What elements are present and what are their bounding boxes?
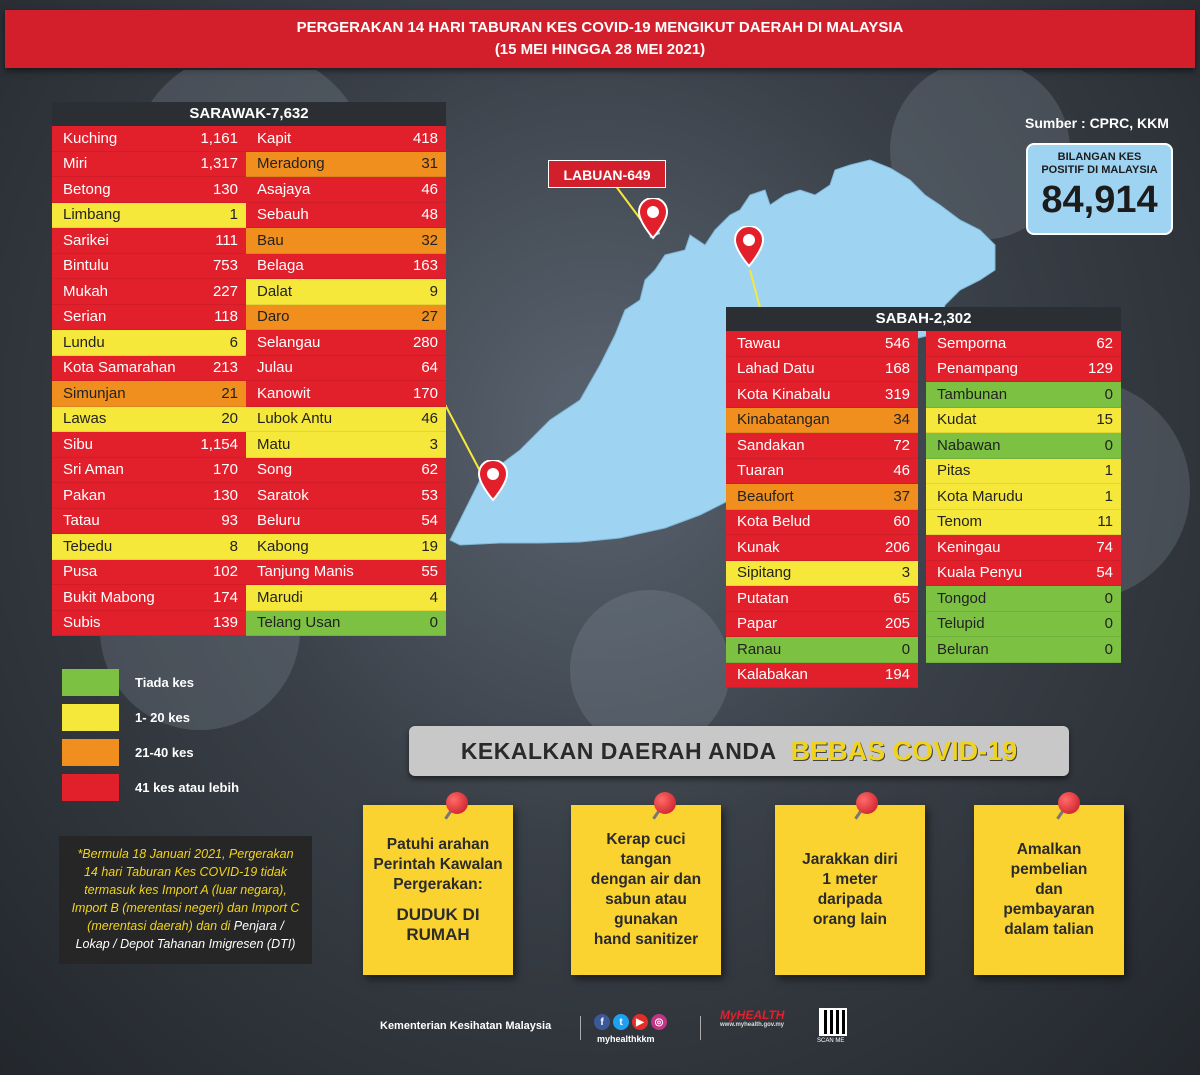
- district-name: Lundu: [63, 333, 105, 351]
- district-case-count: 206: [885, 538, 911, 556]
- district-name: Serian: [63, 308, 107, 326]
- sabah-right-column: [926, 331, 1121, 688]
- district-row: [926, 484, 1121, 510]
- slogan-banner: [409, 726, 1069, 776]
- district-case-count: 0: [1104, 615, 1113, 633]
- district-row: [926, 459, 1121, 485]
- legend-item-none: [62, 665, 239, 700]
- district-case-count: 20: [221, 410, 238, 428]
- district-row: [246, 279, 446, 305]
- district-row: [246, 203, 446, 229]
- sticky-line: dengan air dan: [590, 871, 702, 888]
- district-row: [246, 432, 446, 458]
- title-line-1: PERGERAKAN 14 HARI TABURAN KES COVID-19 MENGIKUT DAERAH DI MALAYSIA: [296, 19, 904, 36]
- legend-swatch-yellow: [62, 704, 119, 731]
- social-handle: myhealthkkm: [597, 1034, 655, 1044]
- district-case-count: 55: [421, 563, 438, 581]
- legend-swatch-red: [62, 774, 119, 801]
- labuan-map-pin-icon: [638, 198, 668, 240]
- district-name: Meradong: [257, 155, 325, 173]
- district-case-count: 227: [212, 282, 238, 300]
- sticky-line: sabun atau: [605, 891, 687, 908]
- district-row: [926, 561, 1121, 587]
- sabah-left-column: [726, 331, 918, 688]
- district-row: [926, 510, 1121, 536]
- district-row: [52, 279, 246, 305]
- sticky-line: gunakan: [614, 911, 678, 928]
- sticky-line: orang lain: [812, 911, 888, 928]
- district-name: Belaga: [257, 257, 304, 275]
- district-case-count: 32: [421, 231, 438, 249]
- legend-label: 41 kes atau lebih: [135, 780, 240, 795]
- sarawak-map-pin-icon: [478, 460, 508, 502]
- district-name: Kalabakan: [737, 666, 808, 684]
- district-row: [52, 254, 246, 280]
- district-case-count: 74: [1096, 538, 1113, 556]
- sticky-line: daripada: [817, 891, 883, 908]
- district-case-count: 1: [1104, 462, 1113, 480]
- district-case-count: 194: [885, 666, 911, 684]
- district-row: [246, 305, 446, 331]
- sticky-line: Kerap cuci: [606, 831, 686, 848]
- district-case-count: 0: [429, 614, 438, 632]
- district-name: Lubok Antu: [257, 410, 333, 428]
- total-cases-box: [1026, 143, 1173, 235]
- district-name: Daro: [257, 308, 290, 326]
- sticky-note-distance: [775, 805, 925, 975]
- district-name: Keningau: [937, 538, 1001, 556]
- district-case-count: 72: [893, 436, 911, 454]
- district-name: Kuching: [63, 129, 118, 147]
- district-name: Tebedu: [63, 537, 113, 555]
- district-name: Kota Samarahan: [63, 359, 176, 377]
- district-row: [246, 483, 446, 509]
- ministry-name: Kementerian Kesihatan Malaysia: [380, 1020, 552, 1032]
- district-row: [52, 203, 246, 229]
- district-case-count: 280: [412, 333, 438, 351]
- district-case-count: 163: [412, 257, 438, 275]
- instagram-icon[interactable]: ◎: [651, 1014, 667, 1030]
- district-name: Telang Usan: [257, 614, 341, 632]
- district-name: Subis: [63, 614, 101, 632]
- district-name: Limbang: [63, 206, 121, 224]
- district-name: Tawau: [737, 334, 781, 352]
- district-row: [52, 177, 246, 203]
- district-row: [52, 458, 246, 484]
- district-row: [926, 331, 1121, 357]
- district-row: [726, 459, 918, 485]
- sticky-line: Pergerakan:: [393, 876, 483, 893]
- district-case-count: 62: [421, 461, 438, 479]
- sabah-table-header: SABAH-2,302: [726, 307, 1121, 331]
- district-name: Nabawan: [937, 436, 1001, 454]
- district-row: [246, 534, 446, 560]
- district-row: [246, 611, 446, 637]
- district-case-count: 65: [893, 589, 911, 607]
- district-name: Beluran: [937, 640, 989, 658]
- district-case-count: 139: [212, 614, 238, 632]
- district-name: Sipitang: [737, 564, 792, 582]
- facebook-icon[interactable]: f: [594, 1014, 610, 1030]
- sticky-line: hand sanitizer: [593, 931, 699, 948]
- district-case-count: 48: [421, 206, 438, 224]
- disclaimer-note: [59, 836, 312, 964]
- sticky-note-stay-home: [363, 805, 513, 975]
- district-name: Song: [257, 461, 293, 479]
- pushpin-icon: [856, 792, 878, 814]
- district-case-count: 9: [429, 282, 438, 300]
- district-name: Papar: [737, 615, 778, 633]
- district-case-count: 46: [421, 180, 438, 198]
- district-row: [52, 305, 246, 331]
- district-name: Julau: [257, 359, 293, 377]
- district-case-count: 21: [221, 384, 238, 402]
- district-row: [726, 433, 918, 459]
- district-case-count: 205: [885, 615, 911, 633]
- note-text-part-1: *Bermula 18 Januari 2021, Pergerakan 14 hari Taburan Kes COVID-19 tidak termasuk kes Import A (luar negara), Import B (merentasi negeri) dan Import C (merentasi daerah) dan di: [71, 847, 300, 933]
- color-legend: [62, 665, 239, 805]
- qr-label: SCAN ME: [817, 1038, 845, 1044]
- sticky-line: DUDUK DI: [396, 905, 480, 924]
- sticky-line: 1 meter: [822, 871, 878, 888]
- district-case-count: 753: [212, 257, 238, 275]
- district-row: [726, 484, 918, 510]
- total-label-line-1: BILANGAN KES: [1057, 151, 1142, 163]
- district-case-count: 3: [429, 435, 438, 453]
- district-case-count: 130: [212, 486, 238, 504]
- district-case-count: 168: [885, 360, 911, 378]
- district-case-count: 27: [421, 308, 438, 326]
- district-name: Lawas: [63, 410, 107, 428]
- sticky-line: dalam talian: [1004, 921, 1094, 938]
- sticky-line: Patuhi arahan: [386, 836, 490, 853]
- district-name: Tongod: [937, 589, 987, 607]
- sticky-line: RUMAH: [406, 925, 470, 944]
- pushpin-icon: [654, 792, 676, 814]
- district-name: Kudat: [937, 411, 977, 429]
- twitter-icon[interactable]: t: [613, 1014, 629, 1030]
- district-case-count: 1: [229, 206, 238, 224]
- district-case-count: 6: [229, 333, 238, 351]
- labuan-label: LABUAN-649: [548, 160, 666, 188]
- district-name: Asajaya: [257, 180, 311, 198]
- district-name: Kinabatangan: [737, 411, 830, 429]
- district-name: Beluru: [257, 512, 301, 530]
- district-case-count: 0: [1104, 436, 1113, 454]
- sarawak-left-column: [52, 126, 246, 636]
- social-icons: [594, 1014, 667, 1030]
- district-name: Bintulu: [63, 257, 109, 275]
- district-name: Tambunan: [937, 385, 1008, 403]
- district-row: [246, 177, 446, 203]
- district-row: [52, 483, 246, 509]
- sticky-line: dan: [1035, 881, 1063, 898]
- district-row: [52, 534, 246, 560]
- sticky-line: Amalkan: [1016, 841, 1082, 858]
- district-case-count: 54: [421, 512, 438, 530]
- district-case-count: 174: [212, 588, 238, 606]
- district-name: Tanjung Manis: [257, 563, 354, 581]
- district-case-count: 8: [229, 537, 238, 555]
- district-case-count: 4: [429, 588, 438, 606]
- district-row: [246, 152, 446, 178]
- district-name: Tuaran: [737, 462, 784, 480]
- district-row: [246, 228, 446, 254]
- district-name: Tenom: [937, 513, 983, 531]
- district-case-count: 546: [885, 334, 911, 352]
- district-name: Miri: [63, 155, 88, 173]
- sticky-line: Perintah Kawalan: [373, 856, 503, 873]
- district-row: [246, 330, 446, 356]
- district-name: Sarikei: [63, 231, 109, 249]
- district-name: Mukah: [63, 282, 109, 300]
- district-row: [52, 381, 246, 407]
- district-row: [726, 637, 918, 663]
- district-row: [926, 612, 1121, 638]
- district-name: Pakan: [63, 486, 106, 504]
- sabah-table: [726, 307, 1121, 688]
- district-row: [52, 407, 246, 433]
- district-name: Dalat: [257, 282, 293, 300]
- district-row: [926, 433, 1121, 459]
- district-row: [726, 510, 918, 536]
- district-name: Bukit Mabong: [63, 588, 155, 606]
- district-row: [726, 408, 918, 434]
- district-name: Penampang: [937, 360, 1018, 378]
- sabah-map-pin-icon: [734, 226, 764, 268]
- district-name: Pusa: [63, 563, 98, 581]
- district-name: Marudi: [257, 588, 303, 606]
- sticky-note-wash-hands: [571, 805, 721, 975]
- district-name: Kunak: [737, 538, 780, 556]
- footer-divider: [700, 1016, 701, 1040]
- district-case-count: 111: [215, 231, 238, 249]
- district-case-count: 3: [901, 564, 911, 582]
- district-case-count: 213: [212, 359, 238, 377]
- district-row: [52, 432, 246, 458]
- district-case-count: 46: [893, 462, 911, 480]
- district-row: [52, 611, 246, 637]
- district-case-count: 15: [1096, 411, 1113, 429]
- district-name: Betong: [63, 180, 111, 198]
- district-name: Simunjan: [63, 384, 126, 402]
- myhealth-brand: MyHEALTH: [720, 1008, 785, 1022]
- district-row: [726, 331, 918, 357]
- sarawak-table: [52, 102, 446, 636]
- district-row: [926, 535, 1121, 561]
- district-case-count: 93: [221, 512, 238, 530]
- district-case-count: 11: [1097, 513, 1113, 531]
- district-case-count: 319: [885, 385, 911, 403]
- district-row: [246, 407, 446, 433]
- youtube-icon[interactable]: ▶: [632, 1014, 648, 1030]
- district-case-count: 46: [421, 410, 438, 428]
- district-case-count: 102: [212, 563, 238, 581]
- district-name: Kanowit: [257, 384, 311, 402]
- district-row: [52, 356, 246, 382]
- district-name: Semporna: [937, 334, 1007, 352]
- district-case-count: 31: [421, 155, 438, 173]
- legend-label: 21-40 kes: [135, 745, 194, 760]
- district-case-count: 170: [412, 384, 438, 402]
- sarawak-right-column: [246, 126, 446, 636]
- district-row: [246, 560, 446, 586]
- sticky-line: Jarakkan diri: [802, 851, 898, 868]
- district-row: [246, 509, 446, 535]
- district-case-count: 1,317: [200, 155, 238, 173]
- district-name: Matu: [257, 435, 291, 453]
- sarawak-table-header: SARAWAK-7,632: [52, 102, 446, 126]
- district-case-count: 54: [1096, 564, 1113, 582]
- source-label: Sumber : CPRC, KKM: [1025, 115, 1169, 131]
- district-name: Sri Aman: [63, 461, 124, 479]
- sticky-line: tangan: [620, 851, 672, 868]
- district-case-count: 1,161: [200, 129, 238, 147]
- district-name: Tatau: [63, 512, 100, 530]
- sticky-line: pembayaran: [1003, 901, 1095, 918]
- district-case-count: 53: [421, 486, 438, 504]
- pushpin-icon: [1058, 792, 1080, 814]
- district-row: [246, 458, 446, 484]
- legend-item-high: [62, 770, 239, 805]
- district-row: [726, 586, 918, 612]
- district-row: [926, 357, 1121, 383]
- district-name: Sibu: [63, 435, 94, 453]
- district-name: Pitas: [937, 462, 971, 480]
- district-name: Kabong: [257, 537, 309, 555]
- qr-code-icon[interactable]: [819, 1008, 847, 1036]
- district-row: [246, 254, 446, 280]
- district-row: [726, 535, 918, 561]
- sticky-line: pembelian: [1010, 861, 1088, 878]
- district-name: Ranau: [737, 640, 782, 658]
- district-row: [52, 330, 246, 356]
- district-case-count: 170: [212, 461, 238, 479]
- district-name: Kota Kinabalu: [737, 385, 831, 403]
- title-line-2: (15 MEI HINGGA 28 MEI 2021): [494, 41, 706, 58]
- district-row: [726, 382, 918, 408]
- slogan-part-1: KEKALKAN DAERAH ANDA: [460, 737, 777, 764]
- legend-item-low: [62, 700, 239, 735]
- myhealth-url: www.myhealth.gov.my: [720, 1022, 785, 1028]
- district-case-count: 60: [893, 513, 911, 531]
- district-name: Putatan: [737, 589, 789, 607]
- district-name: Sandakan: [737, 436, 805, 454]
- district-case-count: 118: [214, 308, 238, 326]
- district-case-count: 34: [893, 411, 911, 429]
- district-row: [52, 585, 246, 611]
- district-name: Beaufort: [737, 487, 794, 505]
- total-cases-value: 84,914: [1041, 179, 1158, 221]
- district-case-count: 19: [421, 537, 438, 555]
- district-row: [52, 560, 246, 586]
- district-case-count: 0: [1104, 589, 1113, 607]
- myhealth-logo: [720, 1008, 784, 1028]
- district-row: [246, 381, 446, 407]
- district-row: [726, 612, 918, 638]
- district-row: [726, 663, 918, 689]
- legend-swatch-green: [62, 669, 119, 696]
- district-row: [246, 356, 446, 382]
- legend-swatch-orange: [62, 739, 119, 766]
- district-name: Telupid: [937, 615, 985, 633]
- sticky-note-online-purchase: [974, 805, 1124, 975]
- district-name: Kota Marudu: [937, 487, 1023, 505]
- district-name: Selangau: [257, 333, 321, 351]
- district-case-count: 0: [1104, 385, 1113, 403]
- district-name: Kuala Penyu: [937, 564, 1023, 582]
- title-banner: [5, 10, 1195, 68]
- slogan-part-2: BEBAS COVID-19: [790, 735, 1018, 766]
- district-name: Saratok: [257, 486, 309, 504]
- district-case-count: 0: [1104, 640, 1113, 658]
- district-row: [926, 382, 1121, 408]
- district-case-count: 1: [1104, 487, 1113, 505]
- total-label-line-2: POSITIF DI MALAYSIA: [1041, 164, 1158, 176]
- legend-label: Tiada kes: [135, 675, 195, 690]
- legend-label: 1- 20 kes: [135, 710, 190, 725]
- district-case-count: 0: [901, 640, 911, 658]
- district-row: [726, 357, 918, 383]
- district-case-count: 129: [1087, 360, 1113, 378]
- district-row: [52, 228, 246, 254]
- district-row: [926, 637, 1121, 663]
- district-name: Kota Belud: [737, 513, 811, 531]
- pushpin-icon: [446, 792, 468, 814]
- legend-item-medium: [62, 735, 239, 770]
- footer-divider: [580, 1016, 581, 1040]
- note-text-part-2: Penjara / Lokap / Depot Tahanan Imigresen (DTI): [75, 919, 296, 951]
- district-case-count: 418: [412, 129, 438, 147]
- district-name: Lahad Datu: [737, 360, 815, 378]
- district-name: Kapit: [257, 129, 292, 147]
- district-case-count: 1,154: [200, 435, 238, 453]
- district-case-count: 62: [1096, 334, 1113, 352]
- district-row: [246, 126, 446, 152]
- district-case-count: 64: [421, 359, 438, 377]
- district-row: [52, 509, 246, 535]
- district-case-count: 130: [212, 180, 238, 198]
- district-row: [726, 561, 918, 587]
- district-row: [52, 152, 246, 178]
- district-name: Sebauh: [257, 206, 309, 224]
- district-name: Bau: [257, 231, 284, 249]
- district-row: [926, 586, 1121, 612]
- district-row: [52, 126, 246, 152]
- district-row: [246, 585, 446, 611]
- district-row: [926, 408, 1121, 434]
- district-case-count: 37: [893, 487, 911, 505]
